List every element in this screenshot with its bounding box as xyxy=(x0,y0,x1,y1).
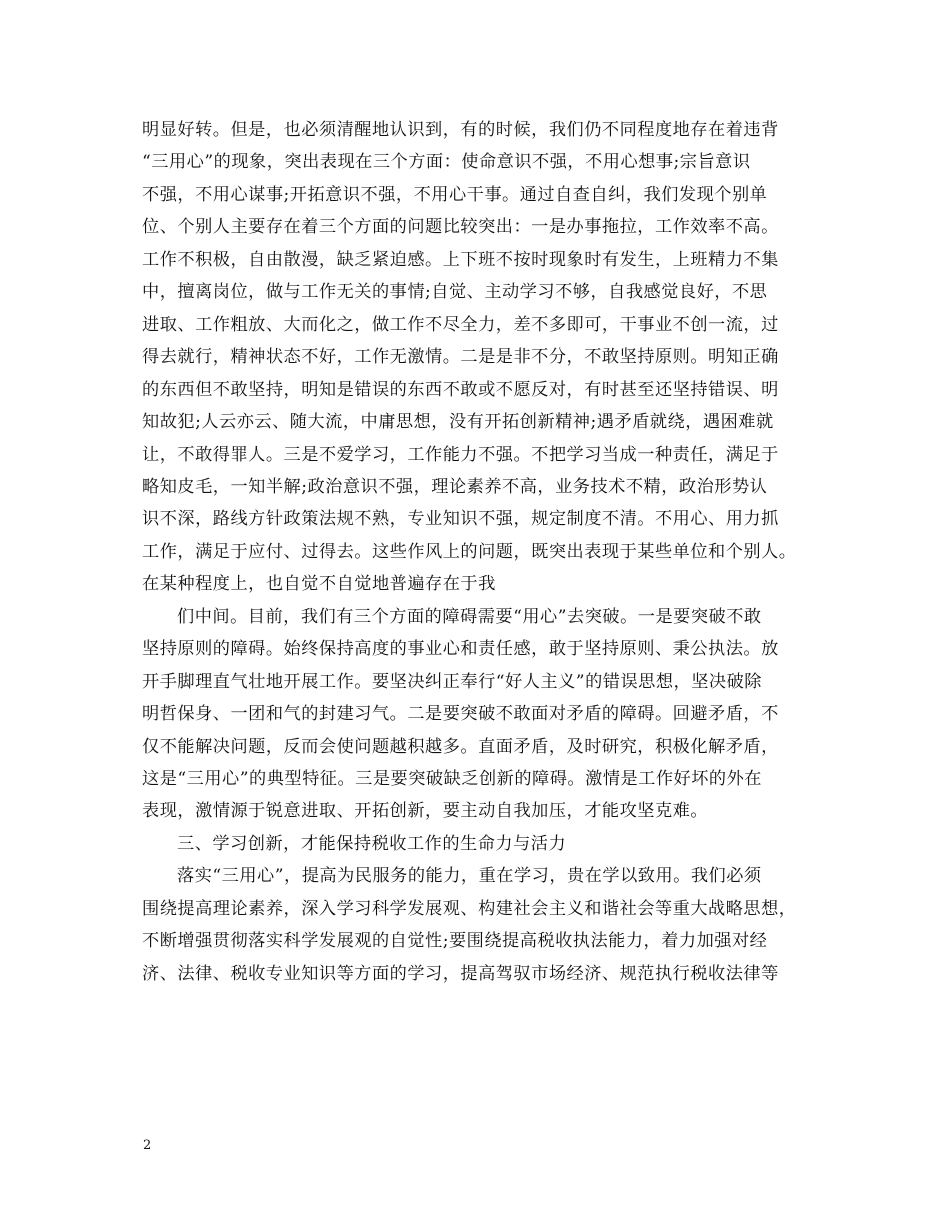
text-line: 工作不积极，自由散漫，缺乏紧迫感。上下班不按时现象时有发生，上班精力不集 xyxy=(142,249,779,270)
text-line: 围绕提高理论素养，深入学习科学发展观、构建社会主义和谐社会等重大战略思想， xyxy=(142,898,797,919)
text-line: 仅不能解决问题，反而会使问题越积越多。直面矛盾，及时研究，积极化解矛盾， xyxy=(142,736,779,757)
text-line: 在某种程度上，也自觉不自觉地普遍存在于我 xyxy=(142,574,496,595)
text-line: 表现，激情源于锐意进取、开拓创新，要主动自我加压，才能攻坚克难。 xyxy=(142,801,709,822)
text-line: 这是“三用心”的典型特征。三是要突破缺乏创新的障碍。激情是工作好坏的外在 xyxy=(142,769,762,789)
text-line: 济、法律、税收专业知识等方面的学习，提高驾驭市场经济、规范执行税收法律等 xyxy=(142,963,779,984)
text-line: 的东西但不敢坚持，明知是错误的东西不敢或不愿反对，有时甚至还坚持错误、明 xyxy=(142,379,779,400)
text-line: 坚持原则的障碍。始终保持高度的事业心和责任感，敢于坚持原则、秉公执法。放 xyxy=(142,639,779,660)
text-line: 落实“三用心”，提高为民服务的能力，重在学习，贵在学以致用。我们必须 xyxy=(177,866,762,887)
text-line: 位、个别人主要存在着三个方面的问题比较突出：一是办事拖拉，工作效率不高。 xyxy=(142,217,779,238)
text-line: 进取、工作粗放、大而化之，做工作不尽全力，差不多即可，干事业不创一流，过 xyxy=(142,314,779,335)
text-line: 们中间。目前，我们有三个方面的障碍需要“用心”去突破。一是要突破不敢 xyxy=(177,606,762,627)
text-line: 明哲保身、一团和气的封建习气。二是要突破不敢面对矛盾的障碍。回避矛盾，不 xyxy=(142,704,779,725)
text-line: 明显好转。但是，也必须清醒地认识到，有的时候，我们仍不同程度地存在着违背 xyxy=(142,120,779,140)
text-line: 开手脚理直气壮地开展工作。要坚决纠正奉行“好人主义”的错误思想，坚决破除 xyxy=(142,671,762,692)
text-line: 略知皮毛，一知半解;政治意识不强，理论素养不高，业务技术不精，政治形势认 xyxy=(142,476,768,497)
text-line: 三、学习创新，才能保持税收工作的生命力与活力 xyxy=(177,833,567,854)
text-line: 得去就行，精神状态不好，工作无激情。二是是非不分，不敢坚持原则。明知正确 xyxy=(142,347,779,368)
text-line: 让，不敢得罪人。三是不爱学习，工作能力不强。不把学习当成一种责任，满足于 xyxy=(142,444,779,465)
text-line: 中，擅离岗位，做与工作无关的事情;自觉、主动学习不够，自我感觉良好，不思 xyxy=(142,282,768,303)
text-line: 识不深，路线方针政策法规不熟，专业知识不强，规定制度不清。不用心、用力抓 xyxy=(142,509,779,530)
page-number: 2 xyxy=(143,1138,152,1153)
text-line: 不断增强贯彻落实科学发展观的自觉性;要围绕提高税收执法能力，着力加强对经 xyxy=(142,931,768,952)
text-line: “三用心”的现象，突出表现在三个方面：使命意识不强，不用心想事;宗旨意识 xyxy=(142,152,751,173)
text-line: 不强，不用心谋事;开拓意识不强，不用心干事。通过自查自纠，我们发现个别单 xyxy=(142,184,768,205)
text-line: 工作，满足于应付、过得去。这些作风上的问题，既突出表现于某些单位和个别人。 xyxy=(142,541,797,562)
text-line: 知故犯;人云亦云、随大流，中庸思想，没有开拓创新精神;遇矛盾就绕，遇困难就 xyxy=(142,412,774,433)
